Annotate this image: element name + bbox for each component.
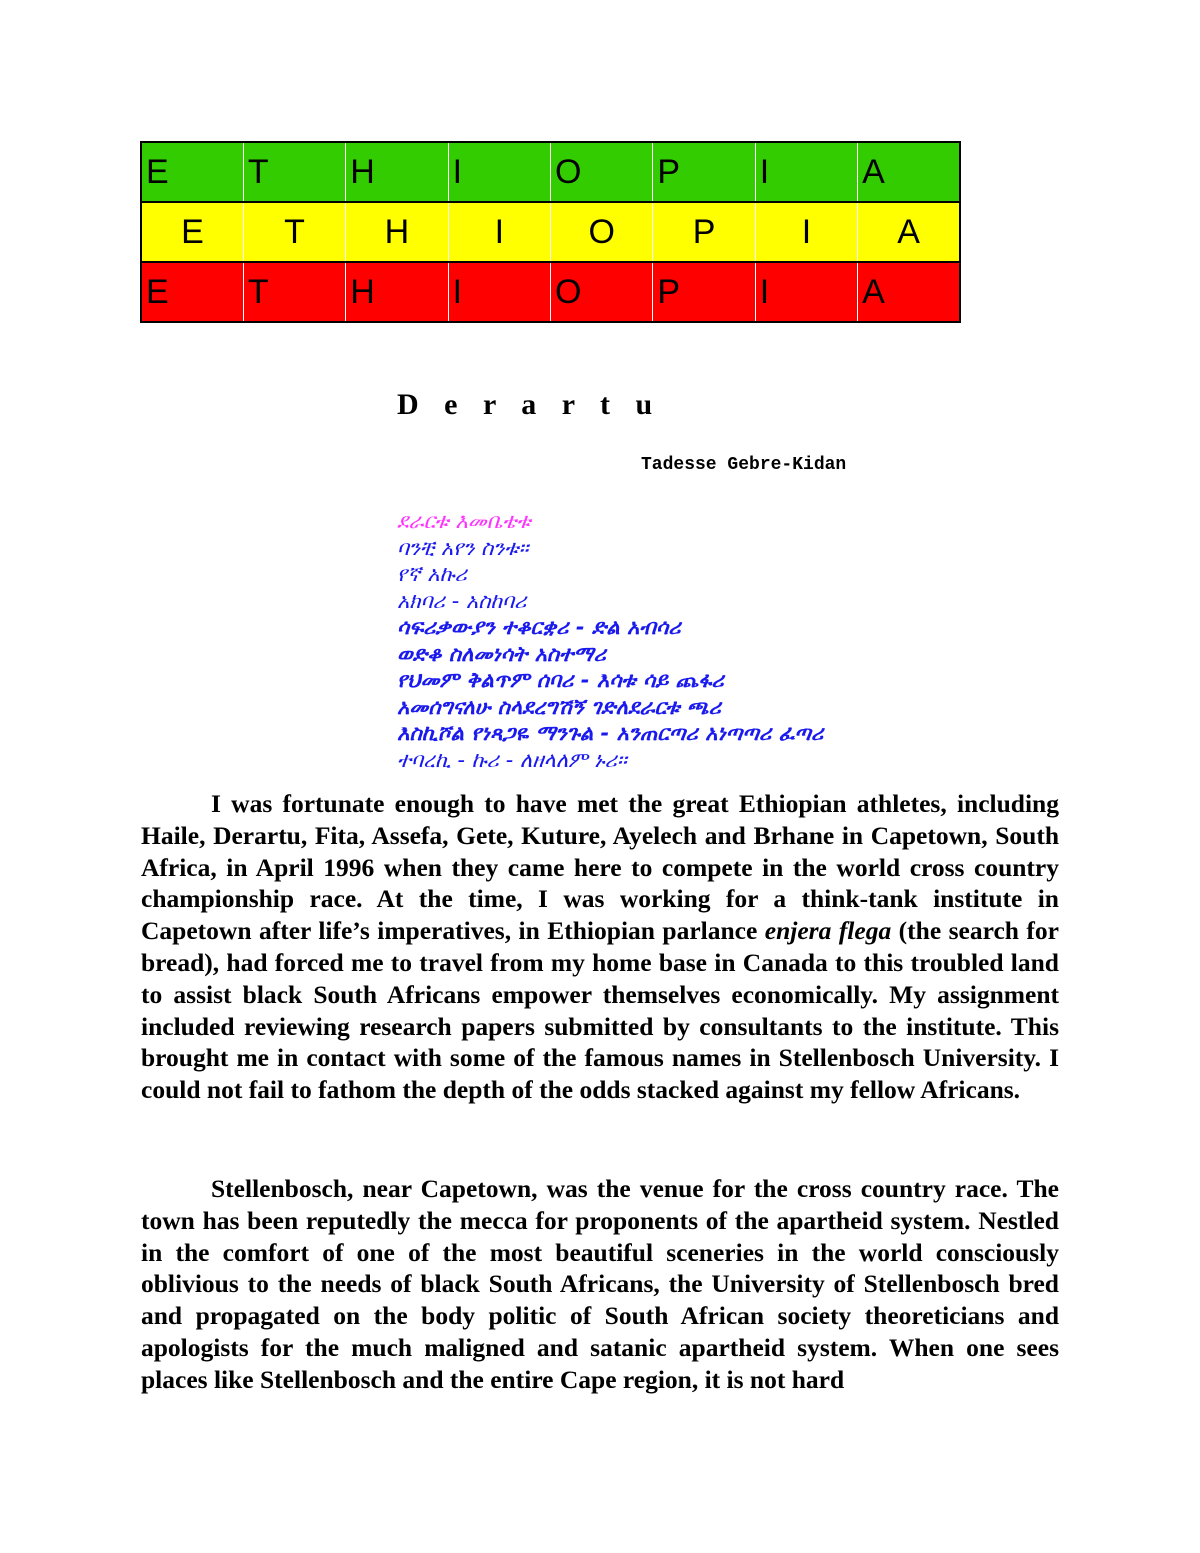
page-title: D e r a r t u	[397, 388, 662, 421]
ethiopia-flag-banner	[140, 141, 961, 323]
poem-line: ተባረኪ - ኩሪ - ለዘላለም ኑሪ፡፡	[397, 747, 627, 772]
flag-letter: T	[243, 202, 345, 262]
flag-letter: T	[243, 142, 345, 202]
flag-letter: I	[448, 262, 550, 322]
poem-line: ወድቆ ስለመነሳት አስተማሪ	[397, 641, 606, 666]
poem-line: አመሰግናለሁ ስላደረግሽኝ ገድለደራርቱ ጫሪ	[397, 694, 721, 719]
paragraph-text: (the search for bread), had forced me to travel from my home base in Canada to this troubled land to assist black South Africans empower themselves economically. My assignment included reviewing research papers submitted by consultants to the institute. This brought me in contact with some of the famous names in Stellenbosch University. I could not fail to fathom the depth of the odds stacked against my fellow Africans.	[141, 916, 1059, 1105]
author-name: Tadesse Gebre-Kidan	[641, 455, 847, 475]
flag-row-green	[141, 142, 960, 202]
flag-letter: P	[653, 202, 755, 262]
flag-letter: P	[653, 262, 755, 322]
flag-letter: I	[448, 142, 550, 202]
paragraph-text: I was fortunate enough to have met the great Ethiopian athletes, including Haile, Derartu, Fita, Assefa, Gete, Kuture, Ayelech and Brhane in Capetown, South Africa, in April 1996 when they came here to compete in the world cross country championship race. At the time, I was working for a think-tank institute in Capetown after life’s imperatives, in Ethiopian parlance	[141, 789, 1059, 946]
flag-letter: P	[653, 142, 755, 202]
poem-line: አክባሪ - አስከባሪ	[397, 588, 527, 613]
flag-row-yellow	[141, 202, 960, 262]
amharic-poem	[397, 508, 823, 773]
flag-letter: I	[755, 142, 857, 202]
flag-letter: I	[448, 202, 550, 262]
flag-letter: O	[551, 142, 653, 202]
flag-letter: E	[141, 262, 243, 322]
poem-line: ደራርቱ እመቤቴቱ	[397, 509, 531, 533]
flag-letter: I	[755, 262, 857, 322]
flag-letter: O	[551, 262, 653, 322]
flag-letter: I	[755, 202, 857, 262]
paragraph-emphasis: enjera flega	[764, 916, 892, 946]
body-paragraph	[141, 1173, 1059, 1396]
flag-letter: E	[141, 142, 243, 202]
flag-letter: A	[858, 262, 960, 322]
body-paragraph	[141, 788, 1059, 1106]
flag-letter: O	[551, 202, 653, 262]
flag-letter: H	[346, 202, 448, 262]
poem-line: ሳፍሪቃውያን ተቆርቋሪ - ድል አብሳሪ	[397, 615, 681, 639]
flag-letter: A	[858, 202, 960, 262]
paragraph-text: Stellenbosch, near Capetown, was the venue for the cross country race. The town has been reputedly the mecca for proponents of the apartheid system. Nestled in the comfort of one of the most beautiful sceneries in the world consciously oblivious to the needs of black South Africans, the University of Stellenbosch bred and propagated on the body politic of South African society theoreticians and apologists for the much maligned and satanic apartheid system. When one sees places like Stellenbosch and the entire Cape region, it is not hard	[141, 1174, 1059, 1394]
poem-line: ባንቺ አየን ስንቱ፡፡	[397, 535, 529, 560]
poem-line: የህመም ቅልጥም ሰባሪ - እሳቱ ሳይ ጨፋሪ	[397, 668, 724, 692]
flag-letter: A	[858, 142, 960, 202]
flag-letter: H	[346, 262, 448, 322]
poem-line: የኛ አኩሪ	[397, 562, 467, 586]
flag-letter: H	[346, 142, 448, 202]
flag-row-red	[141, 262, 960, 322]
poem-line: እስኪሾል የነጻጋዬ ማንጉል - አንጠርጣሪ አነጣጣሪ ፈጣሪ	[397, 721, 824, 745]
flag-letter: T	[243, 262, 345, 322]
flag-letter: E	[141, 202, 243, 262]
